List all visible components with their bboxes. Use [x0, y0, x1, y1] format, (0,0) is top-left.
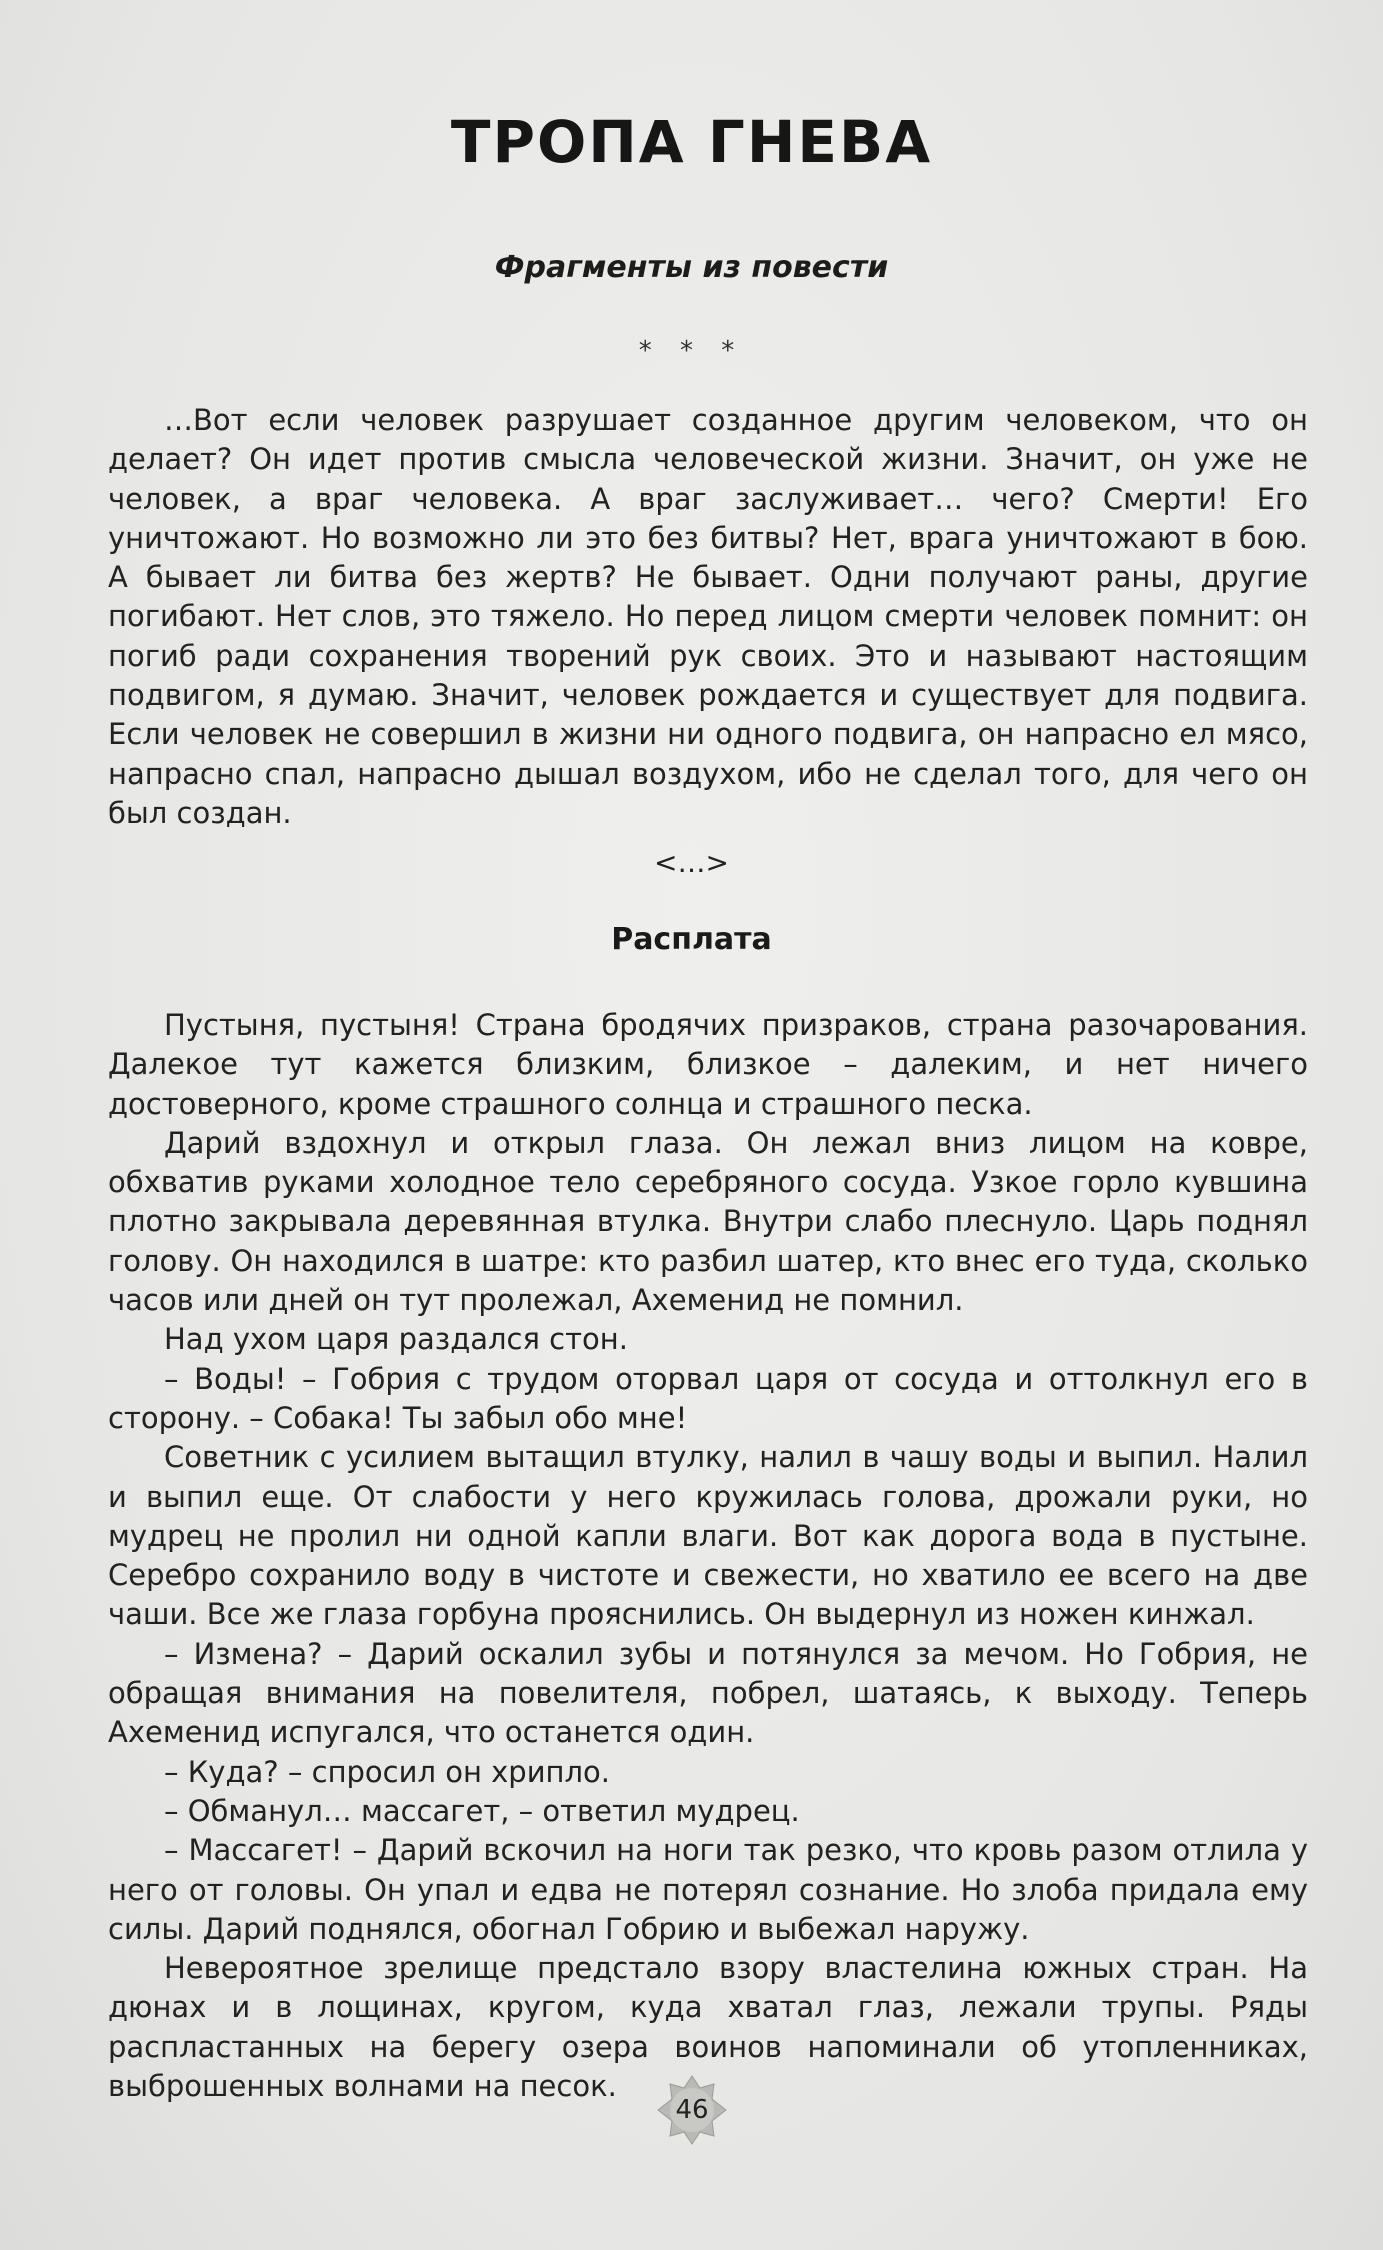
chapter-subtitle: Фрагменты из повести [494, 250, 889, 285]
paragraph: Советник с усилием вытащил втулку, налил в чашу воды и выпил. Налил и выпил еще. От слабости у него кружилась голова, дрожали руки, но мудрец не пролил ни одной капли влаги. Вот как дорога вода в пустыне. Серебро сохранило воду в чистоте и свежести, но хватило ее всего на две чаши. Все же глаза горбуна прояснились. Он выдернул из ножен кинжал. [108, 1440, 1308, 1632]
page-number-badge [656, 2074, 728, 2146]
paragraph: – Измена? – Дарий оскалил зубы и потянулся за мечом. Но Гобрия, не обращая внимания на повелителя, побрел, шатаясь, к выходу. Теперь Ахеменид испугался, что останется один. [108, 1636, 1308, 1750]
fragment-one-text [108, 401, 1308, 833]
paragraph: – Куда? – спросил он хрипло. [164, 1754, 611, 1789]
paragraph: Дарий вздохнул и открыл глаза. Он лежал вниз лицом на ковре, обхватив руками холодное тело серебряного сосуда. Узкое горло кувшина плотно закрывала деревянная втулка. Внутри слабо плеснуло. Царь поднял голову. Он находился в шатре: кто разбил шатер, кто внес его туда, сколько часов или дней он тут пролежал, Ахеменид не помнил. [108, 1125, 1308, 1318]
paragraph: – Массагет! – Дарий вскочил на ноги так резко, что кровь разом отлила у него от головы. Он упал и едва не потерял сознание. Но злоба придала ему силы. Дарий поднялся, обогнал Гобрию и выбежал наружу. [108, 1833, 1308, 1946]
paragraph: Невероятное зрелище предстало взору властелина южных стран. На дюнах и в лощинах, кругом, куда хватал глаз, лежали трупы. Ряды распластанных на берегу озера воинов напоминали об утопленниках, выброшенных волнами на песок. [108, 1951, 1308, 2104]
section-heading: Расплата [611, 922, 772, 957]
paragraph: – Обманул… массагет, – ответил мудрец. [164, 1793, 800, 1828]
section-separator: * * * [638, 336, 745, 366]
page-number: 46 [675, 2095, 709, 2125]
omission-mark: <…> [654, 846, 729, 879]
paragraph: Пустыня, пустыня! Страна бродячих призраков, страна разочарования. Далекое тут кажется близким, близкое – далеким, и нет ничего достоверного, кроме страшного солнца и страшного песка. [108, 1008, 1308, 1121]
paragraph: Над ухом царя раздался стон. [164, 1322, 628, 1357]
chapter-title: ТРОПА ГНЕВА [450, 108, 933, 176]
paragraph: – Воды! – Гобрия с трудом оторвал царя от сосуда и оттолкнул его в сторону. – Собака! Ты забыл обо мне! [108, 1361, 1308, 1435]
fragment-two-text [108, 1006, 1308, 2106]
paragraph: …Вот если человек разрушает созданное другим человеком, что он делает? Он идет против смысла человеческой жизни. Значит, он уже не человек, а враг человека. А враг заслуживает… чего? Смерти! Его уничтожают. Но возможно ли это без битвы? Нет, врага уничтожают в бою. А бывает ли битва без жертв? Не бывает. Одни получают раны, другие погибают. Нет слов, это тяжело. Но перед лицом смерти человек помнит: он погиб ради сохранения творений рук своих. Это и называют настоящим подвигом, я думаю. Значит, человек рождается и существует для подвига. Если человек не совершил в жизни ни одного подвига, он напрасно ел мясо, напрасно спал, напрасно дышал воздухом, ибо не сделал того, для чего он был создан. [108, 403, 1308, 830]
